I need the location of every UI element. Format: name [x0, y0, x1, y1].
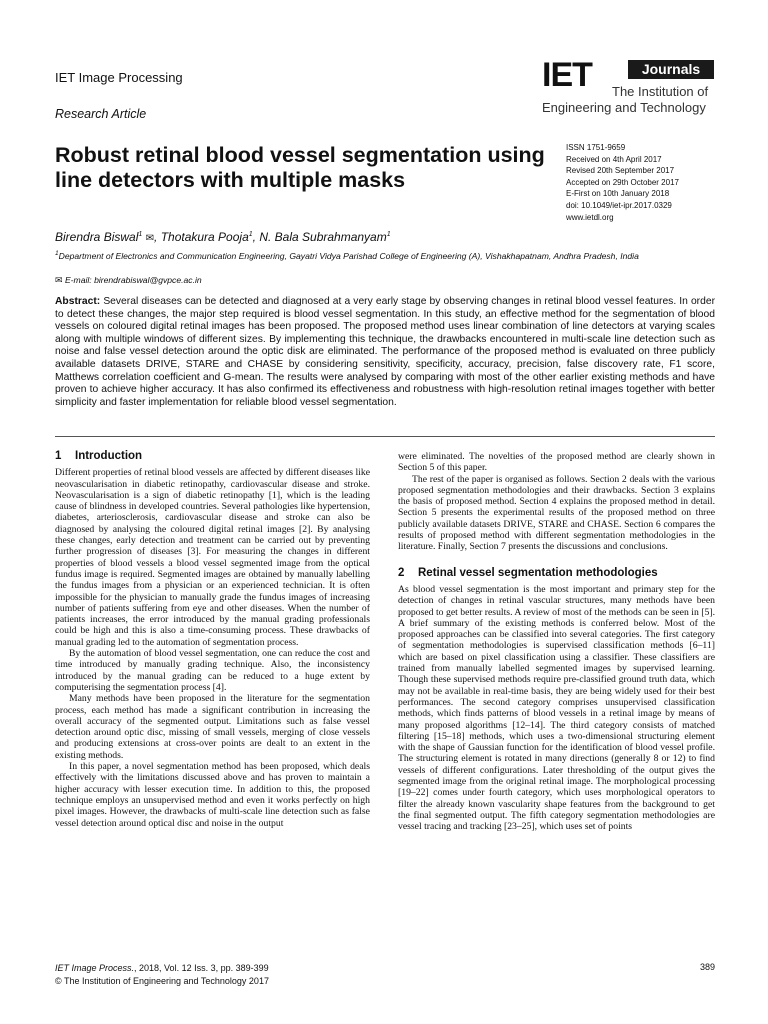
affiliation-text: Department of Electronics and Communication Engineering, Gayatri Vidya Parishad College of Engineering (A), Vishakhapatnam, Andhra Pradesh, India	[58, 250, 639, 261]
article-type: Research Article	[55, 107, 147, 121]
logo-institution-line1: The Institution of	[612, 84, 709, 99]
envelope-icon: ✉	[145, 233, 155, 244]
abstract-text: Several diseases can be detected and diagnosed at a very early stage by observing changes in retinal blood vessel features. In order to detect these changes, the major step required is blood vessel segmentation. In this study, an effective method for the segmentation of blood vessels on coloured digital retinal images has been proposed. The proposed method uses linear combination of line detectors at varying scales along with multiple windows of different sizes. By implementing this technique, the drawbacks encountered in multi-scale line detection such as noise and false vessel detection around the optic disk are eliminated. The performance of the proposed method is evaluated on three publicly available datasets DRIVE, STARE and CHASE by considering sensitivity, specificity, accuracy, precision, false discovery rate, F1 score, Matthews correlation coefficient and G-mean. The results were analysed by comparing with most of the other earlier existing methods and have proven to achieve higher accuracy. It has also confirmed its effectiveness and robustness with high-resolution retinal images together with better simplicity and faster implementation for reliable blood vessel segmentation.	[55, 296, 715, 408]
logo-journals-badge: Journals	[628, 60, 714, 79]
paragraph: The rest of the paper is organised as follows. Section 2 deals with the various proposed segmentation methodologies and their drawbacks. Section 3 explains the basis of proposed method. Section 4 explains the proposed method in detail. Section 5 presents the experimental results of the proposed method on three publicly available datasets DRIVE, STARE and CHASE. Section 6 compares the results of proposed method with different segmentation methodologies in the literature. Finally, Section 7 presents the discussions and conclusions.	[398, 473, 715, 553]
paragraph: Many methods have been proposed in the literature for the segmentation process, each method has made a significant contribution in increasing the overall accuracy of the segmented output. Limitations such as false vessel detection around optic disc, missing of small vessels, merging of close vessels and producing extensions at cross-over points are dealt to an extent in the existing methods.	[55, 693, 370, 761]
affiliation-marker: 1	[248, 231, 253, 238]
abstract-label: Abstract:	[55, 296, 101, 307]
email-text[interactable]: E-mail: birendrabiswal@gvpce.ac.in	[64, 275, 202, 285]
author-name: Birendra Biswal	[55, 230, 139, 244]
envelope-icon: ✉	[55, 275, 63, 285]
iet-journals-logo	[542, 56, 717, 120]
divider	[55, 436, 715, 437]
logo-iet-text: IET	[542, 56, 592, 94]
section-title: Retinal vessel segmentation methodologies	[418, 566, 658, 579]
author-name: N. Bala Subrahmanyam	[259, 230, 387, 244]
paragraph: By the automation of blood vessel segmentation, one can reduce the cost and time introduced by manually grading technique. Also, the inconsistency introduced by the manual grading can be reduced to a huge extent by computerising the segmentation process [4].	[55, 648, 370, 693]
author-separator: ,	[154, 230, 161, 244]
doi: doi: 10.1049/iet-ipr.2017.0329	[566, 200, 672, 210]
page-number: 389	[699, 962, 715, 972]
paragraph: Different properties of retinal blood vessels are affected by different diseases like neovascularisation in diabetic retinopathy, cardiovascular disease and stroke. Neovascularisation is a sign of diabetic retinopathy [1], which is the leading cause of blindness in developed countries. Several pathologies like hypertension, diabetes, arteriosclerosis, cardiovascular disease and stroke can also be diagnosed by analysing the coloured digital retinal images [2]. By analysing these changes, early detection and treatment can be carried out by preventing further progression of diseases [3]. For measuring the changes in different properties of blood vessels a blood vessel segmented image from the optical fundus image is required. Segmented images are obtained by manually labelling the fundus images from a physician or an experienced technician. It is often impossible for the physician to manually grade the fundus images of increasing number of patients suffering from eye and other diseases. When the number of patients increases, the error introduced by the manual grading professionals could be high and this is also a time-consuming process. These drawbacks of manual grading led to the automation of segmentation process.	[55, 467, 370, 648]
journal-url: www.ietdl.org	[566, 212, 614, 222]
paragraph: As blood vessel segmentation is the most important and primary step for the detection of changes in retinal vascular structures, many methods have been proposed to get better results. A review of most of the methods can be seen in [5]. A brief summary of the existing methods is conferred below. Most of the proposed approaches can be classified into several categories. The first category of segmentation methodologies is supervised classification methods [6–11] which are based on pixel classification using a classifier. These classifiers are trained from manually labelled segmented images by supervised learning. Though these supervised methods require pre-classified ground truth data, which may not be available in real-time basis, they are being widely used for their best performances. The second category comprises unsupervised classification methods, which finds patterns of blood vessels in a retinal image by means of many proposed algorithms [12–14]. The third category consists of matched filtering [15–18] methods, which uses a two-dimensional structuring element with the shape of Gaussian function for the identification of blood vessel profile. The structuring element is rotated in many directions (generally 8 or 12) to find vessels of different configurations. Later thresholding of the output gives the segmented image from the original retinal image. The morphological processing [19–22] comes under fourth category, which uses morphological operators to filter the already known vascularity shape features from the background to get the final segmented output. The fifth category segmentation methodologies are vessel tracing and tracking [23–25], which uses set of points	[398, 583, 715, 833]
section-number: 2	[398, 566, 405, 579]
article-metadata	[566, 142, 746, 223]
logo-institution-line2: Engineering and Technology	[542, 100, 706, 115]
author-name: Thotakura Pooja	[160, 230, 249, 244]
paragraph: were eliminated. The novelties of the proposed method are clearly shown in Section 5 of this paper.	[398, 451, 715, 474]
right-column	[398, 451, 715, 833]
left-column	[55, 451, 370, 829]
paragraph: In this paper, a novel segmentation method has been proposed, which deals effectively with the limitations discussed above and has proven to maintain a higher accuracy with lesser execution time. In addition to this, the proposed technique employs an unsupervised method and even it works perfectly on high pixel images. However, the drawbacks of multi-scale line detection such as false vessel detection around optical disc and noise in the output	[55, 761, 370, 829]
section-number: 1	[55, 450, 62, 462]
footer-citation	[55, 962, 269, 988]
footer-journal: IET Image Process.	[55, 963, 135, 973]
abstract	[55, 296, 715, 409]
affiliation-marker: 1	[55, 250, 59, 257]
section-heading	[55, 451, 370, 462]
author-separator: ,	[252, 230, 260, 244]
corresponding-email	[55, 275, 202, 286]
section-title: Introduction	[75, 450, 143, 462]
received-date: Received on 4th April 2017	[566, 154, 662, 164]
author-list	[55, 230, 391, 244]
journal-name: IET Image Processing	[55, 70, 183, 85]
paper-title: Robust retinal blood vessel segmentation using line detectors with multiple masks	[55, 143, 545, 192]
section-heading	[398, 568, 715, 579]
issn: ISSN 1751-9659	[566, 143, 626, 152]
revised-date: Revised 20th September 2017	[566, 166, 675, 176]
accepted-date: Accepted on 29th October 2017	[566, 177, 679, 187]
affiliation	[55, 248, 715, 262]
footer-copyright: © The Institution of Engineering and Technology 2017	[55, 976, 269, 986]
footer-volume: , 2018, Vol. 12 Iss. 3, pp. 389-399	[134, 963, 269, 973]
affiliation-marker: 1	[386, 231, 391, 238]
affiliation-marker: 1	[138, 231, 143, 238]
efirst-date: E-First on 10th January 2018	[566, 189, 670, 199]
